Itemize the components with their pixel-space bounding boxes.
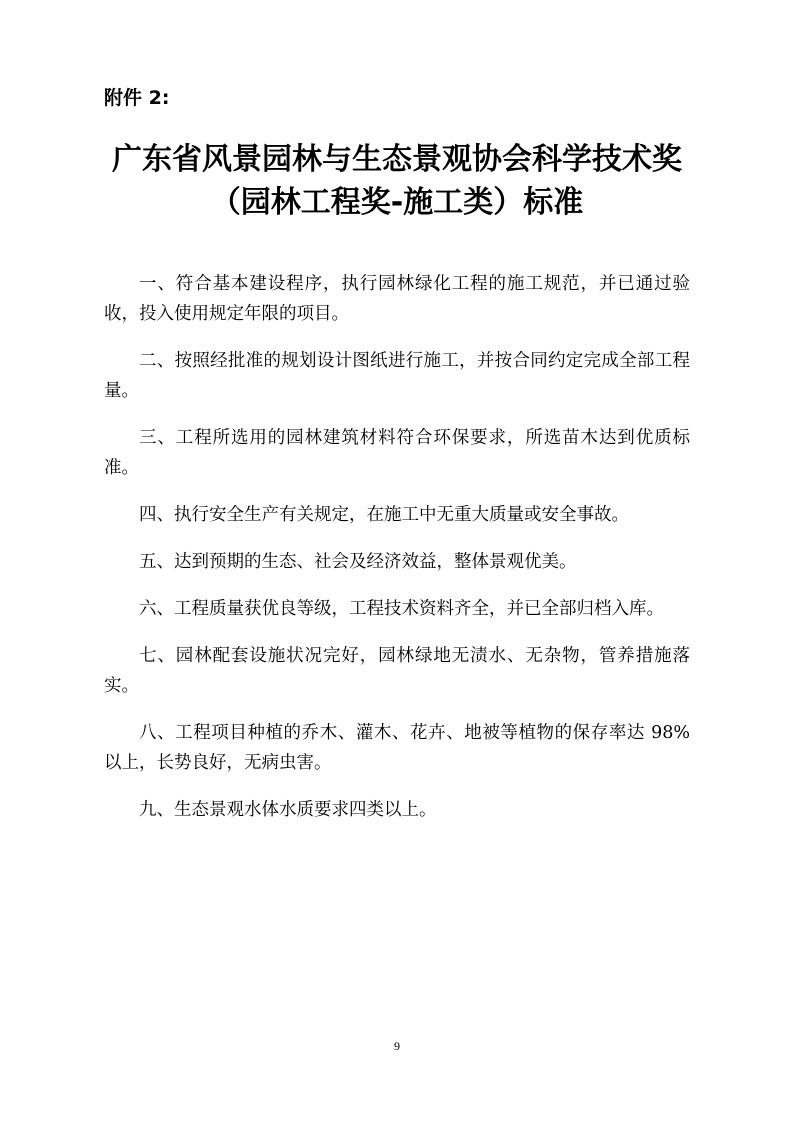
criterion-3: 三、工程所选用的园林建筑材料符合环保要求，所选苗木达到优质标准。	[104, 428, 690, 478]
criteria-list	[104, 269, 690, 842]
document-title-line-2: （园林工程奖-施工类）标准	[210, 185, 584, 220]
criterion-8: 八、工程项目种植的乔木、灌木、花卉、地被等植物的保存率达 98%以上，长势良好，无病虫害。	[104, 723, 690, 773]
page-number: 9	[394, 1039, 400, 1053]
criterion-4: 四、执行安全生产有关规定，在施工中无重大质量或安全事故。	[139, 505, 629, 525]
criterion-2: 二、按照经批准的规划设计图纸进行施工，并按合同约定完成全部工程量。	[104, 351, 690, 401]
criterion-7: 七、园林配套设施状况完好，园林绿地无渍水、无杂物，管养措施落实。	[104, 646, 690, 696]
document-title-line-1: 广东省风景园林与生态景观协会科学技术奖	[112, 142, 682, 177]
criterion-6: 六、工程质量获优良等级，工程技术资料齐全，并已全部归档入库。	[139, 599, 664, 619]
criterion-1: 一、符合基本建设程序，执行园林绿化工程的施工规范，并已通过验收，投入使用规定年限的项目。	[104, 274, 690, 324]
attachment-label: 附件 2:	[104, 87, 170, 109]
criterion-5: 五、达到预期的生态、社会及经济效益，整体景观优美。	[139, 552, 577, 572]
criterion-9: 九、生态景观水体水质要求四类以上。	[139, 800, 437, 820]
